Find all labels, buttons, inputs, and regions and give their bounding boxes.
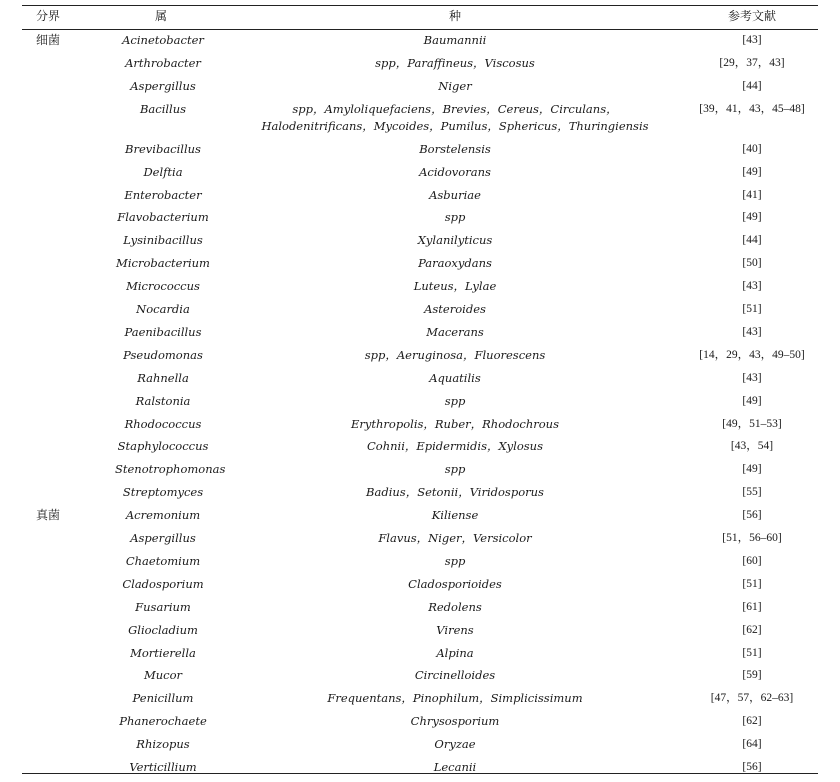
species-cell: Chrysosporium [410, 714, 500, 729]
genus-cell: Verticillium [129, 760, 197, 774]
table-row [0, 278, 840, 301]
species-cell: Badius，Setonii，Viridosporus [366, 485, 544, 500]
genus-cell: Staphylococcus [117, 439, 209, 454]
table-row [0, 438, 840, 461]
genus-cell: Microbacterium [116, 256, 210, 271]
genus-cell: Flavobacterium [117, 210, 209, 225]
reference-cell: [49，51–53] [722, 417, 782, 430]
table-row [0, 759, 840, 782]
species-cell: spp，Aeruginosa，Fluorescens [364, 347, 546, 362]
species-cell: Asburiae [429, 187, 481, 202]
table-row [0, 32, 840, 55]
table-row [0, 645, 840, 668]
reference-cell: [64] [742, 738, 762, 751]
species-cell: spp [444, 393, 466, 408]
reference-cell: [62] [742, 623, 762, 636]
genus-cell: Mucor [143, 668, 183, 683]
table-row [0, 187, 840, 210]
genus-cell: Ralstonia [135, 393, 191, 408]
genus-cell: Streptomyces [122, 485, 204, 500]
reference-cell: [49] [742, 394, 762, 407]
table-row [0, 461, 840, 484]
reference-cell: [55] [742, 486, 762, 499]
genus-cell: Enterobacter [124, 187, 202, 202]
reference-cell: [51，56–60] [722, 532, 782, 544]
reference-cell: [40] [742, 142, 762, 155]
reference-cell: [49] [742, 211, 762, 224]
reference-cell: [39，41，43，45–48] [699, 102, 805, 115]
reference-cell: [43] [742, 280, 762, 293]
table-row [0, 370, 840, 393]
table-row [0, 301, 840, 324]
table-row [0, 209, 840, 232]
table-row [0, 599, 840, 622]
reference-cell: [51] [742, 646, 762, 659]
table-row [0, 713, 840, 736]
genus-cell: Acremonium [125, 508, 201, 523]
species-cell: Alpina [436, 645, 474, 660]
reference-cell: [61] [742, 600, 762, 613]
table-row [0, 576, 840, 599]
species-cell: Redolens [428, 599, 482, 614]
table-row [0, 324, 840, 347]
table-row [0, 416, 840, 439]
species-cell: Circinelloides [414, 668, 496, 683]
header-kingdom: 分界 [36, 9, 61, 23]
table-row [0, 393, 840, 416]
reference-cell: [43，54] [730, 440, 774, 453]
reference-cell: [44] [742, 234, 762, 247]
species-cell: Cladosporioides [408, 576, 502, 591]
reference-cell: [56] [742, 761, 762, 773]
species-cell: Niger [438, 78, 472, 93]
species-cell: Cohnii，Epidermidis，Xylosus [366, 439, 543, 454]
genus-cell: Fusarium [135, 599, 191, 614]
genus-cell: Penicillum [132, 691, 194, 706]
genus-cell: Aspergillus [130, 78, 196, 93]
kingdom-cell: 真菌 [36, 508, 61, 523]
kingdom-cell: 细菌 [36, 33, 61, 47]
species-cell: Paraoxydans [418, 256, 492, 271]
table-top-rule [22, 5, 818, 6]
genus-cell: Pseudomonas [123, 347, 203, 362]
reference-cell: [49] [742, 165, 762, 178]
genus-cell: Rhodococcus [124, 416, 202, 431]
table-row [0, 55, 840, 78]
table-row [0, 78, 840, 101]
table-row [0, 667, 840, 690]
genus-cell: Mortierella [130, 645, 196, 660]
species-cell: spp，Paraffineus，Viscosus [375, 55, 535, 70]
table-row [0, 507, 840, 530]
reference-cell: [43] [742, 34, 762, 46]
species-cell: Baumannii [423, 33, 487, 47]
header-refs: 参考文献 [728, 9, 777, 23]
reference-cell: [59] [742, 669, 762, 682]
species-cell: spp [444, 210, 466, 225]
header-species: 种 [449, 9, 462, 23]
species-cell: Frequentans，Pinophilum，Simplicissimum [327, 691, 583, 706]
table-row [0, 622, 840, 645]
reference-cell: [56] [742, 509, 762, 522]
table-row [0, 164, 840, 187]
reference-cell: [43] [742, 371, 762, 384]
genus-cell: Paenibacillus [124, 324, 202, 339]
species-cell: Virens [436, 622, 474, 637]
genus-cell: Lysinibacillus [123, 233, 203, 248]
species-cell: Oryzae [434, 737, 476, 752]
species-cell: spp [444, 553, 466, 568]
genus-cell: Aspergillus [130, 531, 196, 545]
table-row [0, 101, 840, 141]
genus-cell: Stenotrophomonas [115, 462, 226, 477]
genus-cell: Delftia [143, 164, 183, 179]
header-genus: 属 [155, 9, 168, 23]
species-cell: Borstelensis [419, 141, 491, 156]
genus-cell: Acinetobacter [122, 33, 204, 47]
genus-cell: Nocardia [136, 302, 190, 316]
reference-cell: [43] [742, 325, 762, 338]
reference-cell: [47，57，62–63] [710, 692, 794, 705]
table-bottom-rule [22, 773, 818, 774]
reference-cell: [60] [742, 554, 762, 567]
species-cell: spp [444, 462, 466, 477]
species-cell: Luteus，Lylae [413, 279, 497, 294]
table-row [0, 530, 840, 553]
reference-cell: [50] [742, 257, 762, 270]
genus-cell: Rhizopus [136, 737, 190, 752]
species-cell: Asteroides [424, 302, 486, 316]
species-cell: Macerans [426, 324, 484, 339]
reference-cell: [62] [742, 715, 762, 728]
species-cell: spp，Amyloliquefaciens，Brevies，Cereus，Circulans，Halodenitrificans，Mycoides，Pumilus，Sphericus，Thuringiensis [261, 101, 649, 133]
reference-cell: [49] [742, 463, 762, 476]
species-cell: Acidovorans [419, 164, 491, 179]
reference-cell: [41] [742, 188, 762, 201]
genus-cell: Gliocladium [128, 622, 198, 637]
table-row [0, 141, 840, 164]
genus-cell: Bacillus [139, 101, 187, 116]
reference-cell: [51] [742, 577, 762, 590]
table-row [0, 347, 840, 370]
species-cell: Lecanii [433, 760, 477, 774]
species-cell: Erythropolis，Ruber，Rhodochrous [351, 416, 559, 431]
table-row [0, 232, 840, 255]
species-cell: Xylanilyticus [417, 233, 493, 248]
genus-cell: Micrococcus [126, 279, 200, 294]
header-bottom-rule [22, 29, 818, 30]
reference-cell: [44] [742, 79, 762, 92]
genus-cell: Brevibacillus [125, 141, 201, 156]
table-row [0, 736, 840, 759]
genus-cell: Cladosporium [122, 576, 204, 591]
table-row [0, 690, 840, 713]
species-cell: Kiliense [431, 508, 479, 523]
species-cell: Aquatilis [429, 370, 481, 385]
genus-cell: Phanerochaete [119, 714, 207, 729]
table-row [0, 255, 840, 278]
reference-cell: [51] [742, 303, 762, 315]
table-row [0, 553, 840, 576]
reference-cell: [14，29，43，49–50] [699, 348, 805, 361]
genus-cell: Chaetomium [125, 553, 201, 568]
reference-cell: [29，37，43] [719, 56, 785, 69]
species-cell: Flavus，Niger，Versicolor [378, 531, 532, 545]
genus-cell: Arthrobacter [125, 55, 201, 70]
table-row [0, 484, 840, 507]
genus-cell: Rahnella [137, 370, 189, 385]
